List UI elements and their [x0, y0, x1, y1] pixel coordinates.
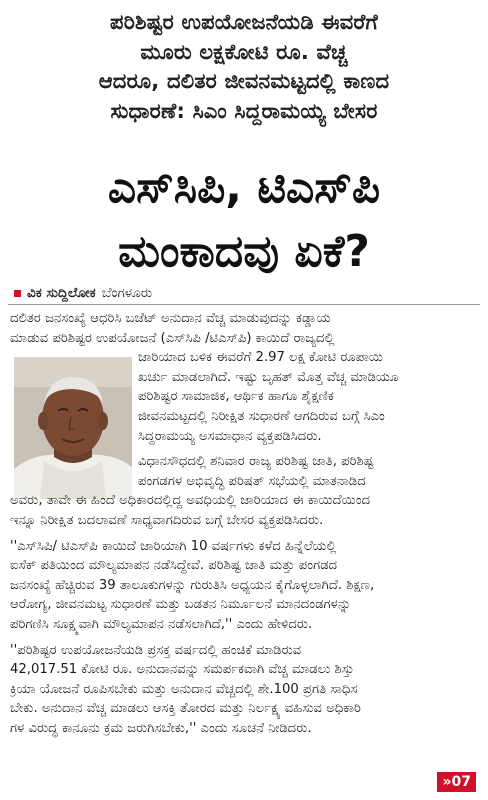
deck — [10, 8, 478, 126]
byline-city: ಬೆಂಗಳೂರು — [101, 285, 153, 301]
continue-page-tag: »07 — [437, 772, 476, 792]
byline-divider — [8, 304, 480, 305]
article-line: ''ಪರಿಶಿಷ್ಟರ ಉಪಯೋಜನೆಯಡಿ ಪ್ರಸಕ್ತ ವರ್ಷದಲ್ಲಿ ಹಂಚಿಕೆ ಮಾಡಿರುವ — [10, 642, 302, 658]
article-body — [10, 309, 480, 738]
article-line: ಗಳ ವಿರುದ್ಧ ಕಾನೂನು ಕ್ರಮ ಜರುಗಿಸಬೇಕು,'' ಎಂದು ಸೂಚನೆ ನೀಡಿದರು. — [10, 720, 312, 736]
article-line: ಇನ್ನೂ ನಿರೀಕ್ಷಿತ ಬದಲಾವಣೆ ಸಾಧ್ಯವಾಗದಿರುವ ಬಗ್ಗೆ ಬೇಸರ ವ್ಯಕ್ತಪಡಿಸಿದರು. — [10, 512, 324, 528]
headline-line: ಮಂಕಾದವು ಏಕೆ? — [118, 226, 370, 277]
article-line: ದಲಿತರ ಜನಸಂಖ್ಯೆ ಆಧರಿಸಿ ಬಜೆಟ್ ಅನುದಾನ ವೆಚ್ಚ ಮಾಡುವುದನ್ನು ಕಡ್ಡಾಯ — [10, 311, 331, 326]
article-line: ಐಸೆಕ್ ಪತಿಯಿಂದ ಮೌಲ್ಯಮಾಪನ ನಡೆಸಿದ್ದೇವೆ. ಪರಿಶಿಷ್ಟ ಜಾತಿ ಮತ್ತು ಪಂಗಡದ — [10, 558, 338, 574]
article-line: ''ಎಸ್‌ಸಿಪಿ/ ಟಿಎಸ್‌ಪಿ ಕಾಯಿದೆ ಜಾರಿಯಾಗಿ 10 ವರ್ಷಗಳು ಕಳೆದ ಹಿನ್ನೆಲೆಯಲ್ಲಿ — [10, 538, 337, 554]
article-line: ಜನಸಂಖ್ಯೆ ಹೆಚ್ಚಿರುವ 39 ತಾಲೂಕುಗಳನ್ನು ಗುರುತಿಸಿ ಅಧ್ಯಯನ ಕೈಗೊಳ್ಳಲಾಗಿದೆ. ಶಿಕ್ಷಣ, — [10, 577, 375, 593]
headline-line: ಎಸ್‌ಸಿಪಿ, ಟಿಎಸ್‌ಪಿ — [107, 162, 381, 213]
article-line: ಬೇಕು. ಅನುದಾನ ವೆಚ್ಚ ಮಾಡಲು ಆಸಕ್ತಿ ತೋರದ ಮತ್ತು ನಿರ್ಲಕ್ಷ್ಯ ವಹಿಸುವ ಅಧಿಕಾರಿ — [10, 701, 361, 717]
deck-line: ಆದರೂ, ದಲಿತರ ಜೀವನಮಟ್ಟದಲ್ಲಿ ಕಾಣದ — [98, 69, 390, 93]
article-line: ಪಂಗಡಗಳ ಅಭಿವೃದ್ಧಿ ಪರಿಷತ್ ಸಭೆಯಲ್ಲಿ ಮಾತನಾಡಿದ — [138, 473, 366, 489]
byline-marker-icon — [14, 290, 21, 297]
article-line: ಜೀವನಮಟ್ಟದಲ್ಲಿ ನಿರೀಕ್ಷಿತ ಸುಧಾರಣೆ ಆಗದಿರುವ ಬಗ್ಗೆ ಸಿಎಂ — [138, 408, 385, 424]
article-line: ಮಾಡುವ ಪರಿಶಿಷ್ಟರ ಉಪಯೋಜನೆ (ಎಸ್‌ಸಿಪಿ /ಟಿಎಸ್‌ಪಿ) ಕಾಯಿದೆ ರಾಜ್ಯದಲ್ಲಿ — [10, 330, 335, 346]
byline-source: ವಿಕ ಸುದ್ದಿಲೋಕ — [27, 285, 96, 301]
article-line: ಪರಿಶಿಷ್ಟರ ಸಾಮಾಜಿಕ, ಆರ್ಥಿಕ ಹಾಗೂ ಶೈಕ್ಷಣಿಕ — [138, 389, 334, 405]
article-line: ಕ್ರಿಯಾ ಯೋಜನೆ ರೂಪಿಸಬೇಕು ಮತ್ತು ಅನುದಾನ ವೆಚ್ಚದಲ್ಲಿ ಶೇ.100 ಪ್ರಗತಿ ಸಾಧಿಸ — [10, 681, 358, 697]
deck-line: ಸುಧಾರಣೆ: ಸಿಎಂ ಸಿದ್ದರಾಮಯ್ಯ ಬೇಸರ — [110, 98, 378, 123]
article-line: ಆರೋಗ್ಯ, ಜೀವನಮಟ್ಟ ಸುಧಾರಣೆ ಮತ್ತು ಬಡತನ ನಿರ್ಮೂಲನೆ ಮಾನದಂಡಗಳನ್ನು — [10, 597, 352, 613]
wrapped-text-block — [138, 348, 480, 491]
article-line: ಜಾರಿಯಾದ ಬಳಿಕ ಈವರೆಗೆ 2.97 ಲಕ್ಷ ಕೋಟಿ ರೂಪಾಯಿ — [138, 350, 384, 366]
article-line: ವಿಧಾನಸೌಧದಲ್ಲಿ ಶನಿವಾರ ರಾಜ್ಯ ಪರಿಶಿಷ್ಟ ಜಾತಿ, ಪರಿಶಿಷ್ಟ — [138, 454, 374, 470]
article-line: ಅವರು, ತಾವೇ ಈ ಹಿಂದೆ ಅಧಿಕಾರದಲ್ಲಿದ್ದ ಅವಧಿಯಲ್ಲಿ ಜಾರಿಯಾದ ಈ ಕಾಯಿದೆಯಿಂದ — [10, 493, 371, 509]
deck-line: ಪರಿಶಿಷ್ಟರ ಉಪಯೋಜನೆಯಡಿ ಈವರೆಗೆ — [110, 10, 378, 34]
article-line: 42,017.51 ಕೋಟಿ ರೂ. ಅನುದಾನವನ್ನು ಸಮರ್ಪಕವಾಗಿ ವೆಚ್ಚ ಮಾಡಲು ಶಿಸ್ತು — [10, 662, 355, 678]
byline — [14, 285, 152, 301]
article-line: ಪರಿಗಣಿಸಿ ಸೂಕ್ಷ್ಮವಾಗಿ ಮೌಲ್ಯಮಾಪನ ನಡೆಸಲಾಗಿದೆ,'' ಎಂದು ಹೇಳಿದರು. — [10, 616, 313, 632]
deck-line: ಮೂರು ಲಕ್ಷಕೋಟಿ ರೂ. ವೆಚ್ಚ — [140, 39, 348, 64]
headline — [6, 156, 482, 284]
article-line: ಖರ್ಚು ಮಾಡಲಾಗಿದೆ. ಇಷ್ಟು ಬೃಹತ್ ಮೊತ್ತ ವೆಚ್ಚ ಮಾಡಿಯೂ — [138, 369, 399, 385]
article-line: ಸಿದ್ದರಾಮಯ್ಯ ಅಸಮಾಧಾನ ವ್ಯಕ್ತಪಡಿಸಿದರು. — [138, 428, 322, 444]
